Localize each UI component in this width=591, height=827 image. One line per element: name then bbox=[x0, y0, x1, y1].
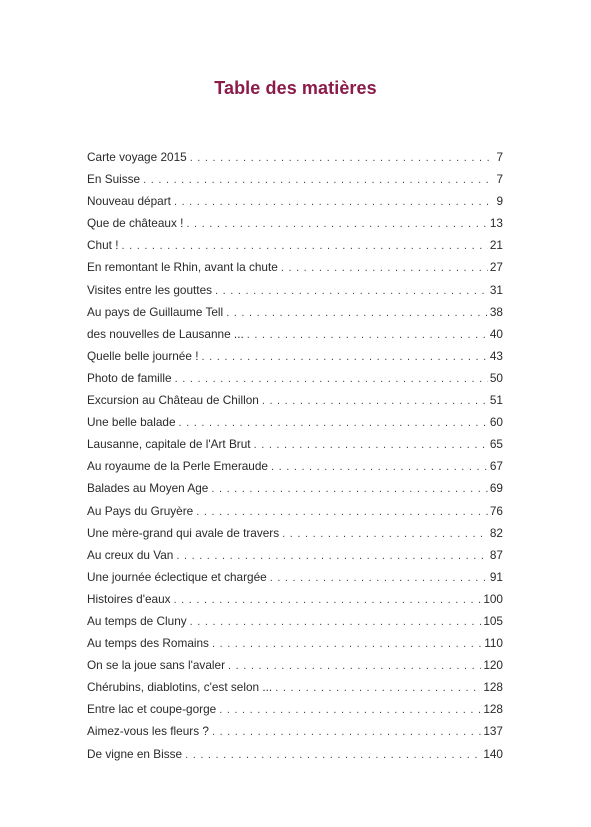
toc-entry-page: 87 bbox=[489, 547, 503, 562]
toc-entry[interactable] bbox=[87, 258, 503, 280]
toc-leader bbox=[190, 149, 495, 167]
toc-entry[interactable] bbox=[87, 325, 503, 347]
toc-entry[interactable] bbox=[87, 369, 503, 391]
toc-entry[interactable] bbox=[87, 678, 503, 700]
toc-leader bbox=[190, 613, 482, 631]
toc-leader bbox=[185, 746, 481, 764]
toc-entry-title: Au pays de Guillaume Tell bbox=[87, 304, 224, 319]
toc-entry[interactable] bbox=[87, 391, 503, 413]
toc-entry-title: Photo de famille bbox=[87, 370, 172, 385]
toc-entry-title: Carte voyage 2015 bbox=[87, 150, 187, 164]
toc-entry-page: 13 bbox=[489, 216, 503, 231]
toc-entry-page: 9 bbox=[496, 194, 503, 209]
toc-entry-page: 38 bbox=[489, 304, 503, 319]
toc-entry-title: Chut ! bbox=[87, 238, 119, 253]
toc-entry-title: En Suisse bbox=[87, 172, 141, 187]
toc-entry-title: Une journée éclectique et chargée bbox=[87, 569, 267, 584]
toc-entry-page: 69 bbox=[489, 481, 503, 496]
toc-entry[interactable] bbox=[87, 347, 503, 369]
toc-entry[interactable] bbox=[87, 656, 503, 678]
toc-entry[interactable] bbox=[87, 546, 503, 568]
toc-entry-title: Au temps des Romains bbox=[87, 636, 209, 651]
toc-leader bbox=[262, 392, 488, 410]
toc-entry[interactable] bbox=[87, 524, 503, 546]
toc-entry-page: 51 bbox=[489, 393, 503, 408]
toc-entry-page: 82 bbox=[489, 525, 503, 540]
toc-entry-title: De vigne en Bisse bbox=[87, 746, 183, 761]
toc-entry-page: 140 bbox=[483, 746, 503, 761]
toc-leader bbox=[219, 701, 481, 719]
toc-entry-title: Une mère-grand qui avale de travers bbox=[87, 525, 280, 540]
toc-leader bbox=[196, 503, 488, 521]
toc-entry[interactable] bbox=[87, 457, 503, 479]
toc-entry[interactable] bbox=[87, 502, 503, 524]
page-title: Table des matières bbox=[214, 78, 377, 99]
toc-entry[interactable] bbox=[87, 148, 503, 170]
toc-entry-page: 128 bbox=[483, 680, 503, 695]
toc-entry[interactable] bbox=[87, 722, 503, 744]
toc-entry[interactable] bbox=[87, 590, 503, 612]
toc-entry-page: 43 bbox=[489, 348, 503, 363]
toc-entry-title: Entre lac et coupe-gorge bbox=[87, 702, 217, 717]
toc-entry-title: Une belle balade bbox=[87, 415, 176, 430]
toc-entry-page: 76 bbox=[489, 503, 503, 518]
toc-entry-page: 67 bbox=[489, 459, 503, 474]
toc-entry[interactable] bbox=[87, 634, 503, 656]
toc-leader bbox=[275, 679, 481, 697]
toc-leader bbox=[254, 436, 488, 454]
toc-entry-title: Quelle belle journée ! bbox=[87, 348, 199, 363]
toc-entry-title: Excursion au Château de Chillon bbox=[87, 393, 259, 408]
toc-leader bbox=[179, 414, 488, 432]
toc-entry-title: Histoires d'eaux bbox=[87, 591, 171, 606]
toc-entry-title: Au Pays du Gruyère bbox=[87, 503, 194, 518]
toc-entry-page: 120 bbox=[483, 658, 503, 673]
toc-entry-page: 31 bbox=[489, 282, 503, 297]
toc-entry-title: Au creux du Van bbox=[87, 547, 174, 562]
toc-leader bbox=[176, 547, 488, 565]
toc-leader bbox=[226, 304, 488, 322]
toc-entry-title: Chérubins, diablotins, c'est selon ... bbox=[87, 680, 273, 695]
toc-entry[interactable] bbox=[87, 568, 503, 590]
toc-leader bbox=[174, 193, 494, 211]
toc-leader bbox=[202, 348, 488, 366]
toc-entry-page: 100 bbox=[483, 591, 503, 606]
toc-entry[interactable] bbox=[87, 170, 503, 192]
toc-entry[interactable] bbox=[87, 236, 503, 258]
toc-entry[interactable] bbox=[87, 413, 503, 435]
toc-leader bbox=[282, 525, 488, 543]
toc-leader bbox=[212, 635, 482, 653]
toc-entry-page: 60 bbox=[489, 415, 503, 430]
toc-leader bbox=[143, 171, 494, 189]
toc-entry[interactable] bbox=[87, 192, 503, 214]
toc-leader bbox=[247, 326, 488, 344]
toc-entry-title: des nouvelles de Lausanne ... bbox=[87, 326, 244, 341]
toc-entry[interactable] bbox=[87, 745, 503, 767]
toc-entry[interactable] bbox=[87, 214, 503, 236]
toc-entry-title: Que de châteaux ! bbox=[87, 216, 184, 231]
toc-leader bbox=[281, 259, 488, 277]
toc-entry-page: 128 bbox=[483, 702, 503, 717]
toc-leader bbox=[271, 458, 488, 476]
toc-entry-page: 7 bbox=[496, 172, 503, 187]
toc-leader bbox=[228, 657, 481, 675]
toc-entry-page: 40 bbox=[489, 326, 503, 341]
toc-leader bbox=[270, 569, 488, 587]
table-of-contents bbox=[87, 148, 503, 767]
toc-entry-page: 137 bbox=[483, 724, 503, 739]
toc-entry-page: 110 bbox=[484, 636, 503, 651]
toc-leader bbox=[174, 591, 482, 609]
toc-entry-title: Visites entre les gouttes bbox=[87, 282, 213, 297]
toc-entry-page: 27 bbox=[489, 260, 503, 275]
toc-leader bbox=[212, 723, 481, 741]
toc-entry[interactable] bbox=[87, 612, 503, 634]
toc-entry-page: 65 bbox=[489, 437, 503, 452]
toc-entry-title: Nouveau départ bbox=[87, 194, 171, 209]
toc-entry-page: 50 bbox=[489, 370, 503, 385]
toc-leader bbox=[215, 282, 488, 300]
toc-entry-title: En remontant le Rhin, avant la chute bbox=[87, 260, 278, 275]
toc-entry-page: 105 bbox=[483, 613, 503, 628]
toc-leader bbox=[121, 237, 487, 255]
toc-entry-page: 21 bbox=[489, 238, 503, 253]
toc-entry[interactable] bbox=[87, 281, 503, 303]
toc-entry-title: Lausanne, capitale de l'Art Brut bbox=[87, 437, 251, 452]
toc-entry[interactable] bbox=[87, 700, 503, 722]
toc-entry[interactable] bbox=[87, 303, 503, 325]
toc-entry-title: Balades au Moyen Age bbox=[87, 481, 209, 496]
toc-leader bbox=[211, 480, 488, 498]
toc-entry[interactable] bbox=[87, 479, 503, 501]
toc-entry[interactable] bbox=[87, 435, 503, 457]
toc-entry-title: Au royaume de la Perle Emeraude bbox=[87, 459, 268, 474]
toc-entry-title: On se la joue sans l'avaler bbox=[87, 658, 225, 673]
toc-entry-title: Au temps de Cluny bbox=[87, 613, 187, 628]
toc-entry-page: 7 bbox=[496, 150, 503, 164]
toc-entry-page: 91 bbox=[489, 569, 503, 584]
toc-leader bbox=[186, 215, 487, 233]
toc-leader bbox=[175, 370, 488, 388]
toc-entry-title: Aimez-vous les fleurs ? bbox=[87, 724, 209, 739]
